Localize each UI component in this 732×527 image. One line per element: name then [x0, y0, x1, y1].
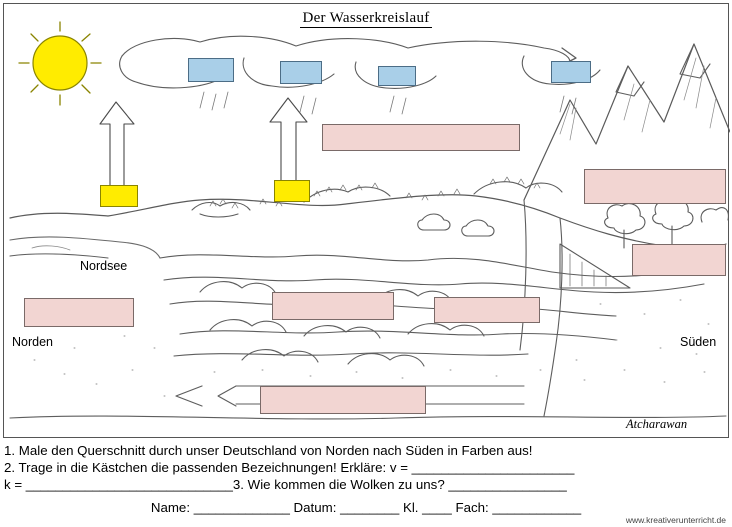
task-line-3: k = ____________________________3. Wie kommen die Wolken zu uns? ________________ — [4, 477, 567, 492]
term-box-right-upper[interactable] — [584, 169, 726, 204]
groundwater-arrow — [176, 386, 202, 406]
landscape-drawing — [4, 4, 730, 439]
cloud-box-2[interactable] — [280, 61, 322, 84]
label-norden: Norden — [12, 335, 53, 349]
sun-icon — [33, 36, 87, 90]
label-sueden: Süden — [680, 335, 717, 349]
term-box-bottom[interactable] — [260, 386, 426, 414]
cloud-box-1[interactable] — [188, 58, 234, 82]
term-box-left[interactable] — [24, 298, 134, 327]
page-title-text: Der Wasserkreislauf — [302, 10, 430, 26]
label-nordsee: Nordsee — [80, 259, 128, 273]
worksheet-frame — [3, 3, 729, 438]
cloud-box-3[interactable] — [378, 66, 416, 86]
website-credit: www.kreativerunterricht.de — [625, 515, 726, 525]
artist-signature: Atcharawan — [626, 417, 688, 431]
evaporation-box-right[interactable] — [274, 180, 310, 202]
term-box-river[interactable] — [434, 297, 540, 323]
evaporation-box-left[interactable] — [100, 185, 138, 207]
cloud-box-4[interactable] — [551, 61, 591, 83]
name-date-fields[interactable]: Name: _____________ Datum: ________ Kl. ____ Fach: ____________ — [150, 500, 582, 515]
task-line-2: 2. Trage in die Kästchen die passenden Bezeichnungen! Erkläre: v = ______________________ — [4, 460, 575, 475]
task-list — [4, 442, 728, 493]
term-box-right-lower[interactable] — [632, 244, 726, 276]
task-line-1: 1. Male den Querschnitt durch unser Deutschland von Norden nach Süden in Farben aus! — [4, 443, 533, 458]
term-box-center[interactable] — [272, 292, 394, 320]
term-box-top-center[interactable] — [322, 124, 520, 151]
